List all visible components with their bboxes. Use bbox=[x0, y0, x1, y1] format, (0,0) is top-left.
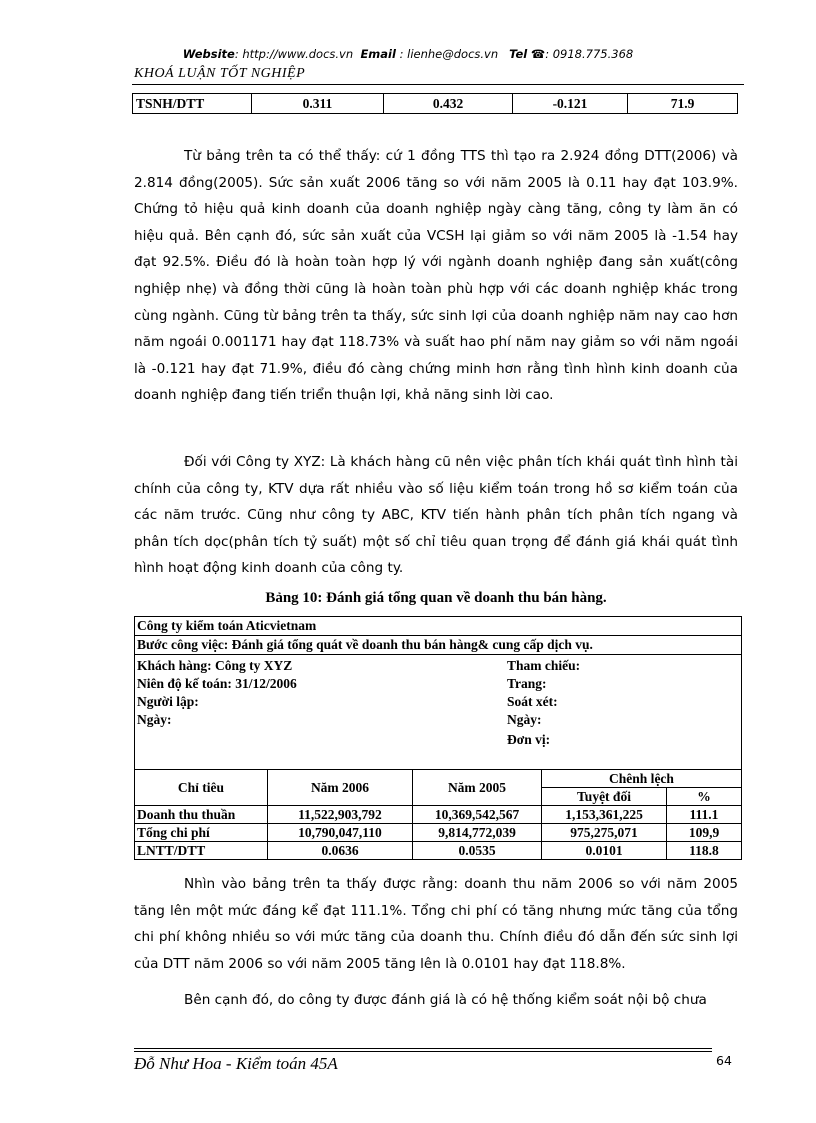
table-cell: -0.121 bbox=[513, 94, 628, 114]
table-cell: 975,275,071 bbox=[542, 824, 667, 842]
table-cell: 10,790,047,110 bbox=[268, 824, 413, 842]
telephone-icon: ☎ bbox=[530, 47, 546, 61]
table-cell: Doanh thu thuần bbox=[135, 806, 268, 824]
preparer-label: Người lập: bbox=[137, 694, 199, 709]
footer-author: Đỗ Như Hoa - Kiểm toán 45A bbox=[134, 1054, 338, 1073]
tel-label: Tel bbox=[509, 47, 528, 61]
header-rule bbox=[132, 84, 744, 85]
column-header: Chỉ tiêu bbox=[135, 770, 268, 806]
column-header: Tuyệt đối bbox=[542, 788, 667, 806]
table-row bbox=[135, 806, 741, 824]
table-cell: 0.0101 bbox=[542, 842, 667, 860]
column-header: % bbox=[667, 788, 742, 806]
table-caption: Bảng 10: Đánh giá tổng quan về doanh thu bán hàng. bbox=[265, 590, 607, 606]
paragraph-internal-control: Bên cạnh đó, do công ty được đánh giá là có hệ thống kiểm soát nội bộ chưa bbox=[184, 992, 707, 1008]
reviewer-label: Soát xét: bbox=[507, 694, 558, 709]
table-cell: 71.9 bbox=[628, 94, 738, 114]
table-cell: Tổng chi phí bbox=[135, 824, 268, 842]
table-cell: TSNH/DTT bbox=[133, 94, 252, 114]
engagement-info bbox=[135, 655, 741, 769]
revenue-data-table bbox=[135, 769, 741, 859]
table-cell: 11,522,903,792 bbox=[268, 806, 413, 824]
table-cell: 109,9 bbox=[667, 824, 742, 842]
email-value[interactable]: : lienhe@docs.vn bbox=[395, 47, 499, 61]
table-cell: 0.311 bbox=[252, 94, 384, 114]
footer-rule bbox=[134, 1048, 712, 1049]
table-cell: 0.432 bbox=[384, 94, 513, 114]
table-cell: LNTT/DTT bbox=[135, 842, 268, 860]
unit-label: Đơn vị: bbox=[507, 732, 551, 747]
column-header: Chênh lệch bbox=[542, 770, 742, 788]
reference-label: Tham chiếu: bbox=[507, 658, 581, 673]
site-header bbox=[0, 47, 816, 61]
paragraph-table-commentary: Nhìn vào bảng trên ta thấy được rằng: doanh thu năm 2006 so với năm 2005 tăng lên một mức đáng kể đạt 111.1%. Tổng chi phí có tăng nhưng mức tăng của tổng chi phí không nhiều so với mức tăng của doanh thu. Chính điều đó dẫn đến sức sinh lợi của DTT năm 2006 so với năm 2005 tăng lên là 0.0101 hay đạt 118.8%. bbox=[134, 876, 738, 972]
page-label: Trang: bbox=[507, 676, 547, 691]
footer-rule bbox=[134, 1051, 712, 1052]
table-cell: 0.0535 bbox=[413, 842, 542, 860]
page-number: 64 bbox=[716, 1053, 732, 1068]
fiscal-year-label: Niên độ kế toán: 31/12/2006 bbox=[137, 676, 297, 691]
table-cell: 1,153,361,225 bbox=[542, 806, 667, 824]
table-cell: 9,814,772,039 bbox=[413, 824, 542, 842]
audit-firm: Công ty kiểm toán Aticvietnam bbox=[135, 617, 741, 636]
paragraph-analysis-abc: Từ bảng trên ta có thể thấy: cứ 1 đồng TTS thì tạo ra 2.924 đồng DTT(2006) và 2.814 đồng(2005). Sức sản xuất 2006 tăng so với năm 2005 là 0.11 hay đạt 103.9%. Chứng tỏ hiệu quả kinh doanh của doanh nghiệp ngày càng tăng, công ty làm ăn có hiệu quả. Bên cạnh đó, sức sản xuất của VCSH lại giảm so với năm 2005 là -1.54 hay đạt 92.5%. Điều đó là hoàn toàn hợp lý với ngành doanh nghiệp đang sản xuất(công nghiệp nhẹ) và đồng thời cũng là hoàn toàn phù hợp với các doanh nghiệp khác trong cùng ngành. Cũng từ bảng trên ta thấy, sức sinh lợi của doanh nghiệp năm nay cao hơn năm ngoái 0.001171 hay đạt 118.73% và suất hao phí năm nay giảm so với năm ngoái là -0.121 hay đạt 71.9%, điều đó càng chứng minh hơn rằng tình hình kinh doanh của doanh nghiệp đang tiến triển thuận lợi, khả năng sinh lời cao. bbox=[134, 148, 738, 404]
top-ratio-table bbox=[132, 93, 738, 114]
column-header: Năm 2005 bbox=[413, 770, 542, 806]
client-label: Khách hàng: Công ty XYZ bbox=[137, 658, 293, 673]
website-label: Website bbox=[182, 47, 235, 61]
revenue-overview-table bbox=[134, 616, 742, 860]
work-step: Bước công việc: Đánh giá tổng quát về doanh thu bán hàng& cung cấp dịch vụ. bbox=[135, 636, 741, 655]
paragraph-company-xyz: Đối với Công ty XYZ: Là khách hàng cũ nên việc phân tích khái quát tình hình tài chính của công ty, KTV dựa rất nhiều vào số liệu kiểm toán trong hồ sơ kiểm toán của các năm trước. Cũng như công ty ABC, KTV tiến hành phân tích phân tích ngang và phân tích dọc(phân tích tỷ suất) một số chỉ tiêu quan trọng để đánh giá khái quát tình hình hoạt động kinh doanh của công ty. bbox=[134, 454, 738, 577]
date-label: Ngày: bbox=[137, 712, 172, 727]
table-cell: 118.8 bbox=[667, 842, 742, 860]
table-cell: 0.0636 bbox=[268, 842, 413, 860]
running-title: KHOÁ LUẬN TỐT NGHIỆP bbox=[134, 66, 306, 81]
tel-value: : 0918.775.368 bbox=[545, 47, 634, 61]
table-cell: 10,369,542,567 bbox=[413, 806, 542, 824]
table-row bbox=[133, 94, 738, 114]
table-cell: 111.1 bbox=[667, 806, 742, 824]
review-date-label: Ngày: bbox=[507, 712, 542, 727]
website-value[interactable]: : http://www.docs.vn bbox=[234, 47, 354, 61]
table-header-row bbox=[135, 770, 741, 788]
email-label: Email bbox=[360, 47, 396, 61]
table-row bbox=[135, 824, 741, 842]
table-row bbox=[135, 842, 741, 860]
column-header: Năm 2006 bbox=[268, 770, 413, 806]
